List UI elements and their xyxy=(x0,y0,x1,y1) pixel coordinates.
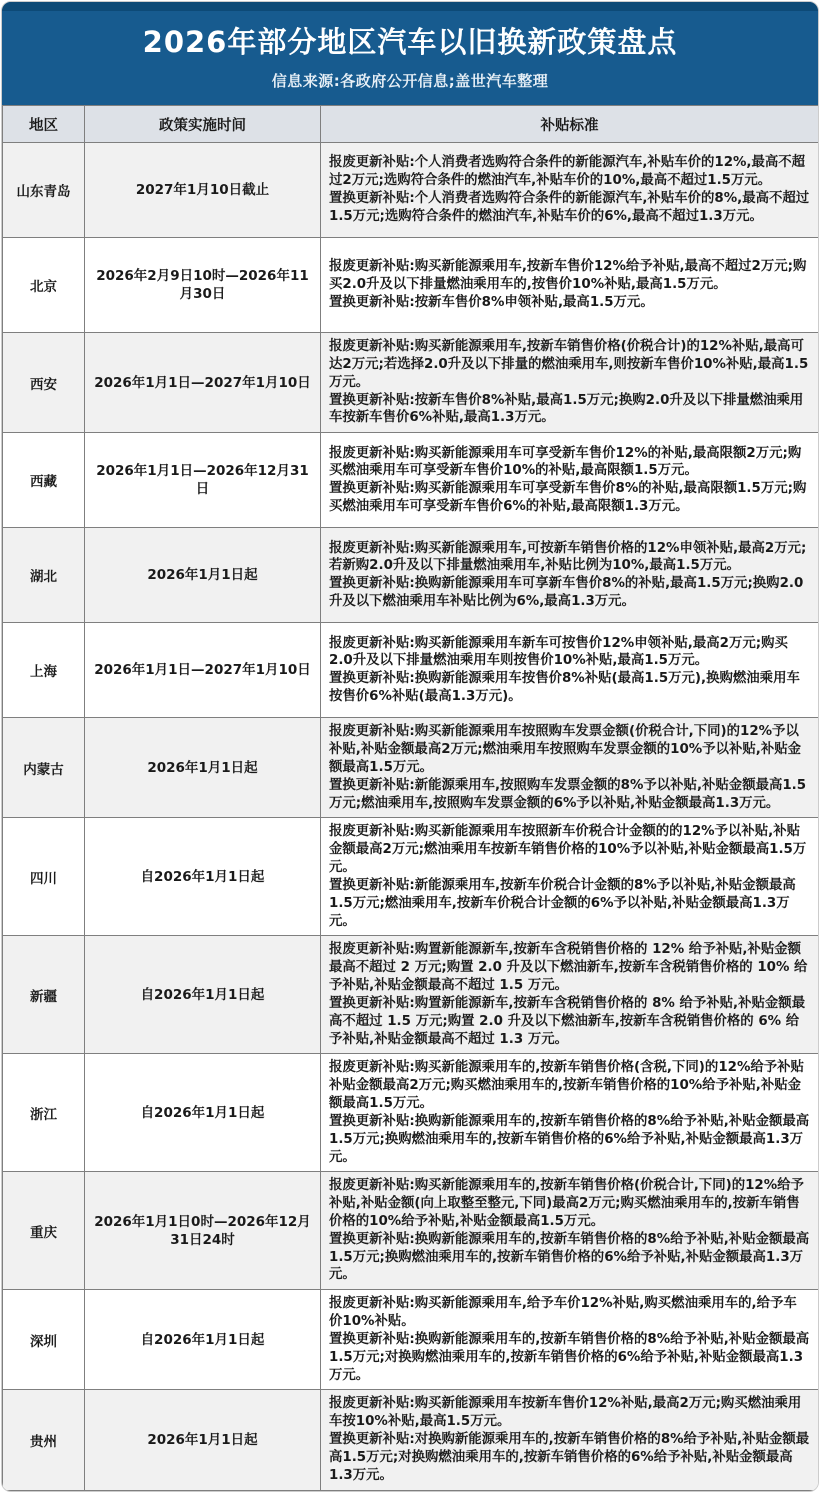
region-cell: 新疆 xyxy=(3,936,85,1054)
swap-subsidy-text: 置换更新补贴:购买新能源乘用车可享受新车售价8%的补贴,最高限额1.5万元;购买燃油乘用车可享受新车售价6%的补贴,最高限额1.3万元。 xyxy=(329,481,807,515)
scrap-subsidy-text: 报废更新补贴:购买新能源乘用车按照购车发票金额(价税合计,下同)的12%予以补贴,补贴金额最高2万元;燃油乘用车按照购车发票金额的10%予以补贴,补贴金额最高1.5万元。 xyxy=(329,724,802,775)
period-cell: 2026年1月1日0时—2026年12月31日24时 xyxy=(85,1172,321,1290)
swap-subsidy-text: 置换更新补贴:换购新能源乘用车可享新车售价8%的补贴,最高1.5万元;换购2.0升及以下燃油乘用车补贴比例为6%,最高1.3万元。 xyxy=(329,576,804,610)
policy-card xyxy=(1,1,819,1492)
subsidy-cell xyxy=(321,623,819,718)
region-cell: 内蒙古 xyxy=(3,718,85,818)
scrap-subsidy-text: 报废更新补贴:购买新能源乘用车的,按新车销售价格(价税合计,下同)的12%给予补贴,补贴金额(向上取整至整元,下同)最高2万元;购买燃油乘用车的,按新车销售价格的10%给予补贴,补贴金额最高1.5万元。 xyxy=(329,1178,804,1229)
table-row xyxy=(3,718,819,818)
swap-subsidy-text: 置换更新补贴:换购新能源乘用车按售价8%补贴(最高1.5万元),换购燃油乘用车按售价6%补贴(最高1.3万元)。 xyxy=(329,671,800,705)
region-cell: 上海 xyxy=(3,623,85,718)
region-cell: 西安 xyxy=(3,333,85,433)
policy-table xyxy=(2,105,819,1490)
region-cell: 贵州 xyxy=(3,1390,85,1490)
subsidy-cell xyxy=(321,718,819,818)
swap-subsidy-text: 置换更新补贴:按新车售价8%补贴,最高1.5万元;换购2.0升及以下排量燃油乘用车按新车售价6%补贴,最高1.3万元。 xyxy=(329,392,804,426)
table-row xyxy=(3,818,819,936)
region-cell: 湖北 xyxy=(3,528,85,623)
table-row xyxy=(3,623,819,718)
column-header-subsidy: 补贴标准 xyxy=(321,106,819,143)
swap-subsidy-text: 置换更新补贴:按新车售价8%申领补贴,最高1.5万元。 xyxy=(329,295,654,311)
table-row xyxy=(3,1390,819,1490)
subsidy-cell xyxy=(321,1054,819,1172)
header-row xyxy=(3,106,819,143)
source-note: 信息来源:各政府公开信息;盖世汽车整理 xyxy=(271,72,549,91)
page-title: 2026年部分地区汽车以旧换新政策盘点 xyxy=(142,25,678,59)
region-cell: 北京 xyxy=(3,238,85,333)
subsidy-cell xyxy=(321,1390,819,1490)
swap-subsidy-text: 置换更新补贴:对换购新能源乘用车的,按新车销售价格的8%给予补贴,补贴金额最高1.5万元;对换购燃油乘用车的,按新车销售价格的6%给予补贴,补贴金额最高1.3万元。 xyxy=(329,1432,810,1483)
swap-subsidy-text: 置换更新补贴:个人消费者选购符合条件的新能源汽车,补贴车价的8%,最高不超过1.5万元;选购符合条件的燃油汽车,补贴车价的6%,最高不超过1.3万元。 xyxy=(329,191,810,224)
scrap-subsidy-text: 报废更新补贴:购买新能源乘用车,给予车价12%补贴,购买燃油乘用车的,给予车价10%补贴。 xyxy=(329,1296,797,1330)
banner xyxy=(2,2,818,105)
subsidy-cell xyxy=(321,1290,819,1390)
subsidy-cell xyxy=(321,1172,819,1290)
period-cell: 2026年1月1日—2027年1月10日 xyxy=(85,333,321,433)
table-row xyxy=(3,1290,819,1390)
period-cell: 自2026年1月1日起 xyxy=(85,1054,321,1172)
subsidy-cell xyxy=(321,238,819,333)
period-cell: 2026年1月1日起 xyxy=(85,528,321,623)
table-header xyxy=(3,106,819,143)
table-row xyxy=(3,433,819,528)
period-cell: 自2026年1月1日起 xyxy=(85,936,321,1054)
scrap-subsidy-text: 报废更新补贴:购置新能源新车,按新车含税销售价格的 12% 给予补贴,补贴金额最高不超过 2 万元;购置 2.0 升及以下燃油新车,按新车含税销售价格的 10% 给予补贴,补贴金额最高不超过 1.5 万元。 xyxy=(329,942,808,994)
swap-subsidy-text: 置换更新补贴:新能源乘用车,按照购车发票金额的8%予以补贴,补贴金额最高1.5万元;燃油乘用车,按照购车发票金额的6%予以补贴,补贴金额最高1.3万元。 xyxy=(329,777,807,811)
scrap-subsidy-text: 报废更新补贴:购买新能源乘用车按照新车价税合计金额的的12%予以补贴,补贴金额最高2万元;燃油乘用车按新车销售价格的10%予以补贴,补贴金额最高1.5万元。 xyxy=(329,824,807,876)
table-row xyxy=(3,1054,819,1172)
subsidy-cell xyxy=(321,143,819,238)
column-header-period: 政策实施时间 xyxy=(85,106,321,143)
swap-subsidy-text: 置换更新补贴:新能源乘用车,按新车价税合计金额的8%予以补贴,补贴金额最高1.5万元;燃油乘用车,按新车价税合计金额的6%予以补贴,补贴金额最高1.3万元。 xyxy=(329,877,796,929)
swap-subsidy-text: 置换更新补贴:购置新能源新车,按新车含税销售价格的 8% 给予补贴,补贴金额最高不超过 1.5 万元;购置 2.0 升及以下燃油新车,按新车含税销售价格的 6% 给予补贴,补贴金额最高不超过 1.3 万元。 xyxy=(329,995,806,1047)
table-row xyxy=(3,528,819,623)
period-cell: 2026年1月1日—2027年1月10日 xyxy=(85,623,321,718)
swap-subsidy-text: 置换更新补贴:换购新能源乘用车的,按新车销售价格的8%给予补贴,补贴金额最高1.5万元;换购燃油乘用车的,按新车销售价格的6%给予补贴,补贴金额最高1.3万元。 xyxy=(329,1231,810,1283)
scrap-subsidy-text: 报废更新补贴:个人消费者选购符合条件的新能源汽车,补贴车价的12%,最高不超过2万元;选购符合条件的燃油汽车,补贴车价的10%,最高不超过1.5万元。 xyxy=(329,155,806,189)
subsidy-cell xyxy=(321,818,819,936)
subsidy-cell xyxy=(321,333,819,433)
period-cell: 2026年1月1日起 xyxy=(85,718,321,818)
region-cell: 山东青岛 xyxy=(3,143,85,238)
region-cell: 四川 xyxy=(3,818,85,936)
scrap-subsidy-text: 报废更新补贴:购买新能源乘用车可享受新车售价12%的补贴,最高限额2万元;购买燃油乘用车可享受新车售价10%的补贴,最高限额1.5万元。 xyxy=(329,445,802,479)
subsidy-cell xyxy=(321,433,819,528)
swap-subsidy-text: 置换更新补贴:换购新能源乘用车的,按新车销售价格的8%给予补贴,补贴金额最高1.5万元;换购燃油乘用车的,按新车销售价格的6%给予补贴,补贴金额最高1.3万元。 xyxy=(329,1113,810,1165)
region-cell: 深圳 xyxy=(3,1290,85,1390)
period-cell: 自2026年1月1日起 xyxy=(85,818,321,936)
scrap-subsidy-text: 报废更新补贴:购买新能源乘用车,按新车销售价格(价税合计)的12%补贴,最高可达2万元;若选择2.0升及以下排量的燃油乘用车,则按新车售价10%补贴,最高1.5万元。 xyxy=(329,339,809,390)
period-cell: 2026年2月9日10时—2026年11月30日 xyxy=(85,238,321,333)
table-row xyxy=(3,333,819,433)
scrap-subsidy-text: 报废更新补贴:购买新能源乘用车按新车售价12%补贴,最高2万元;购买燃油乘用车按10%补贴,最高1.5万元。 xyxy=(329,1396,802,1430)
period-cell: 2026年1月1日—2026年12月31日 xyxy=(85,433,321,528)
region-cell: 西藏 xyxy=(3,433,85,528)
table-body xyxy=(3,143,819,1490)
subsidy-cell xyxy=(321,936,819,1054)
table-row xyxy=(3,238,819,333)
table-row xyxy=(3,143,819,238)
scrap-subsidy-text: 报废更新补贴:购买新能源乘用车的,按新车销售价格(含税,下同)的12%给予补贴补贴金额最高2万元;购买燃油乘用车的,按新车销售价格的10%给予补贴,补贴金额最高1.5万元。 xyxy=(329,1060,804,1112)
swap-subsidy-text: 置换更新补贴:换购新能源乘用车的,按新车销售价格的8%给予补贴,补贴金额最高1.5万元;对换购燃油乘用车的,按新车销售价格的6%给予补贴,补贴金额最高1.3万元。 xyxy=(329,1331,810,1383)
scrap-subsidy-text: 报废更新补贴:购买新能源乘用车,可按新车销售价格的12%申领补贴,最高2万元;若新购2.0升及以下排量燃油乘用车,补贴比例为10%,最高1.5万元。 xyxy=(329,540,807,574)
scrap-subsidy-text: 报废更新补贴:购买新能源乘用车,按新车售价12%给予补贴,最高不超过2万元;购买2.0升及以下排量燃油乘用车的,按售价10%补贴,最高1.5万元。 xyxy=(329,259,807,293)
region-cell: 重庆 xyxy=(3,1172,85,1290)
period-cell: 2027年1月10日截止 xyxy=(85,143,321,238)
column-header-region: 地区 xyxy=(3,106,85,143)
period-cell: 2026年1月1日起 xyxy=(85,1390,321,1490)
subsidy-cell xyxy=(321,528,819,623)
region-cell: 浙江 xyxy=(3,1054,85,1172)
table-row xyxy=(3,936,819,1054)
scrap-subsidy-text: 报废更新补贴:购买新能源乘用车新车可按售价12%申领补贴,最高2万元;购买2.0升及以下排量燃油乘用车则按售价10%补贴,最高1.5万元。 xyxy=(329,635,788,669)
period-cell: 自2026年1月1日起 xyxy=(85,1290,321,1390)
table-row xyxy=(3,1172,819,1290)
